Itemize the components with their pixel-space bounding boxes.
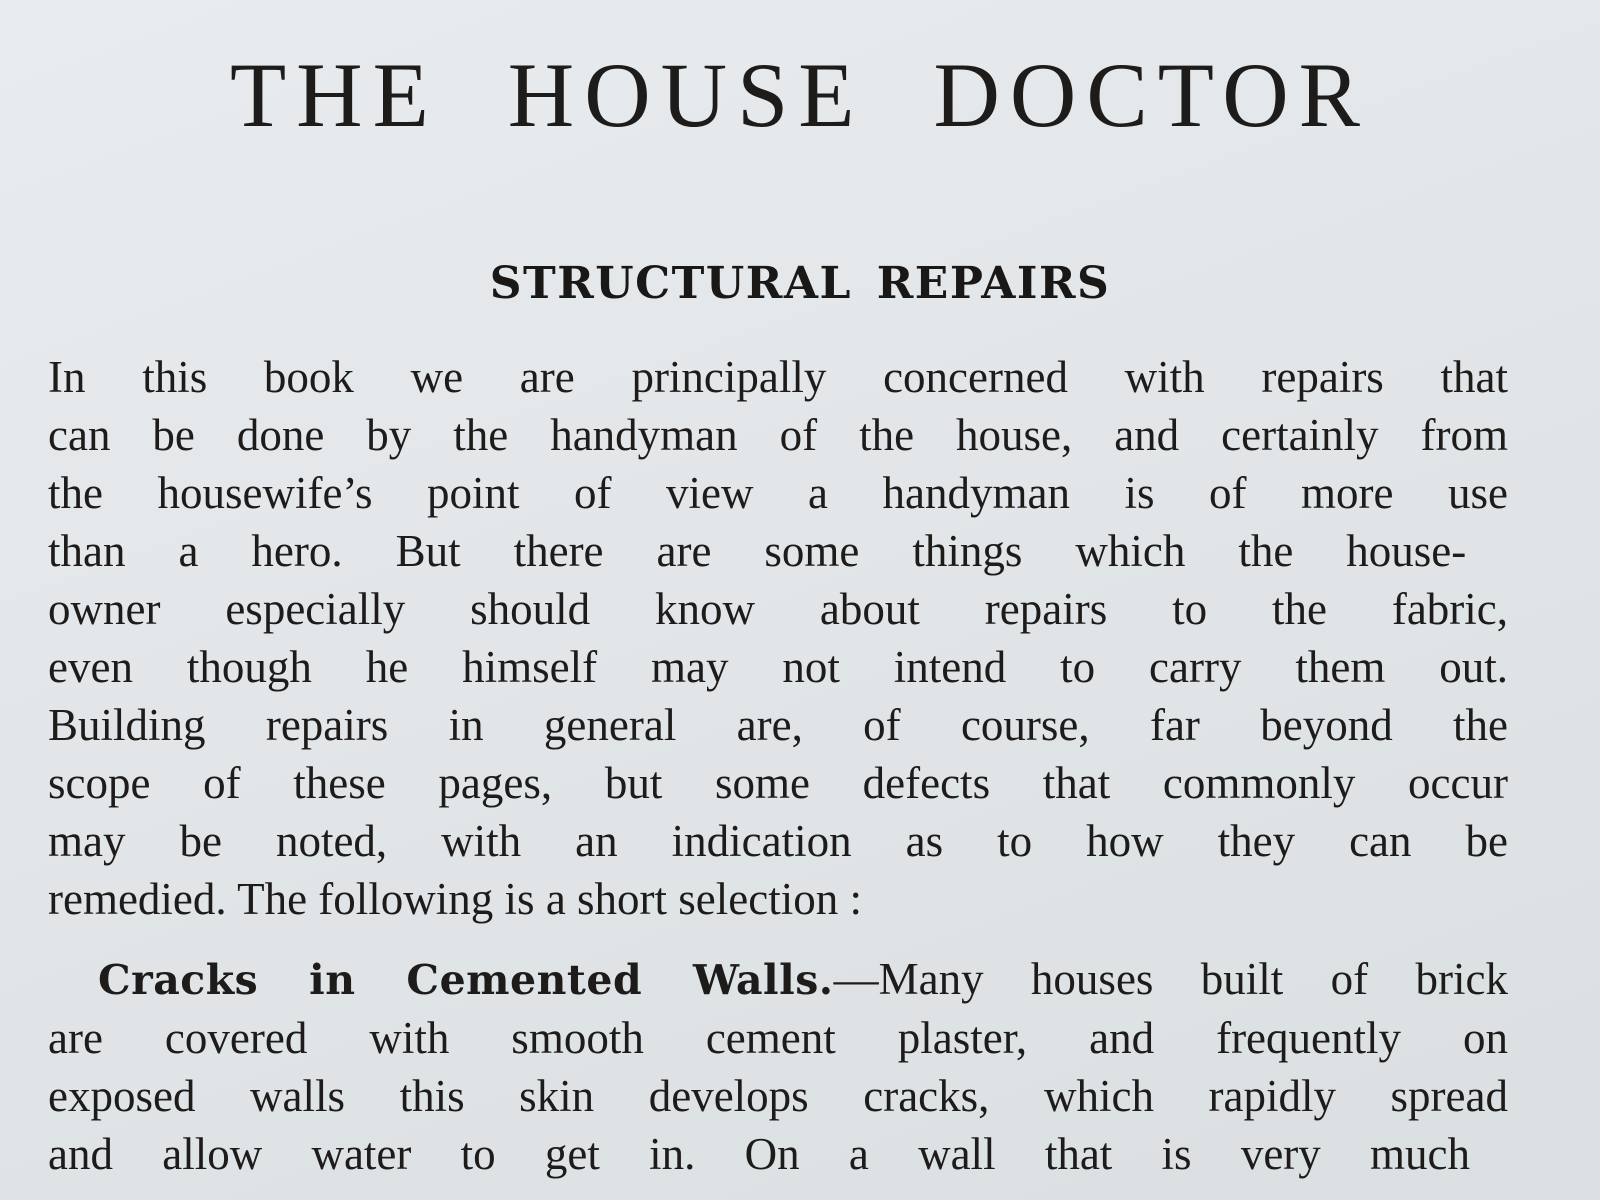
paragraph-cracks-in-cemented-walls — [48, 950, 1508, 1183]
text-line: remedied. The following is a short selection : — [48, 874, 862, 924]
text-line: even though he himself may not intend to carry them out. — [48, 642, 1508, 692]
text-line: than a hero. But there are some things which the house- — [48, 526, 1467, 576]
paragraph-introduction — [48, 348, 1508, 928]
text-line: the housewife’s point of view a handyman is of more use — [48, 468, 1508, 518]
running-title: THE HOUSE DOCTOR — [229, 44, 1371, 146]
text-line: can be done by the handyman of the house, and certainly from — [48, 410, 1508, 460]
text-line: Building repairs in general are, of course, far beyond the — [48, 700, 1508, 750]
run-in-heading: Cracks in Cemented Walls. — [98, 956, 834, 1004]
section-title: STRUCTURAL REPAIRS — [489, 258, 1111, 309]
text-line-first — [48, 950, 1508, 1009]
first-line-text: —Many houses built of brick — [833, 954, 1509, 1004]
text-line: may be noted, with an indication as to how they can be — [48, 816, 1508, 866]
text-line: scope of these pages, but some defects that commonly occur — [48, 758, 1508, 808]
text-line: owner especially should know about repairs to the fabric, — [48, 584, 1508, 634]
text-line: In this book we are principally concerned with repairs that — [48, 352, 1508, 402]
text-line: are covered with smooth cement plaster, and frequently on — [48, 1013, 1508, 1063]
text-line: exposed walls this skin develops cracks, which rapidly spread — [48, 1071, 1508, 1121]
text-line: and allow water to get in. On a wall that is very much — [48, 1129, 1470, 1179]
